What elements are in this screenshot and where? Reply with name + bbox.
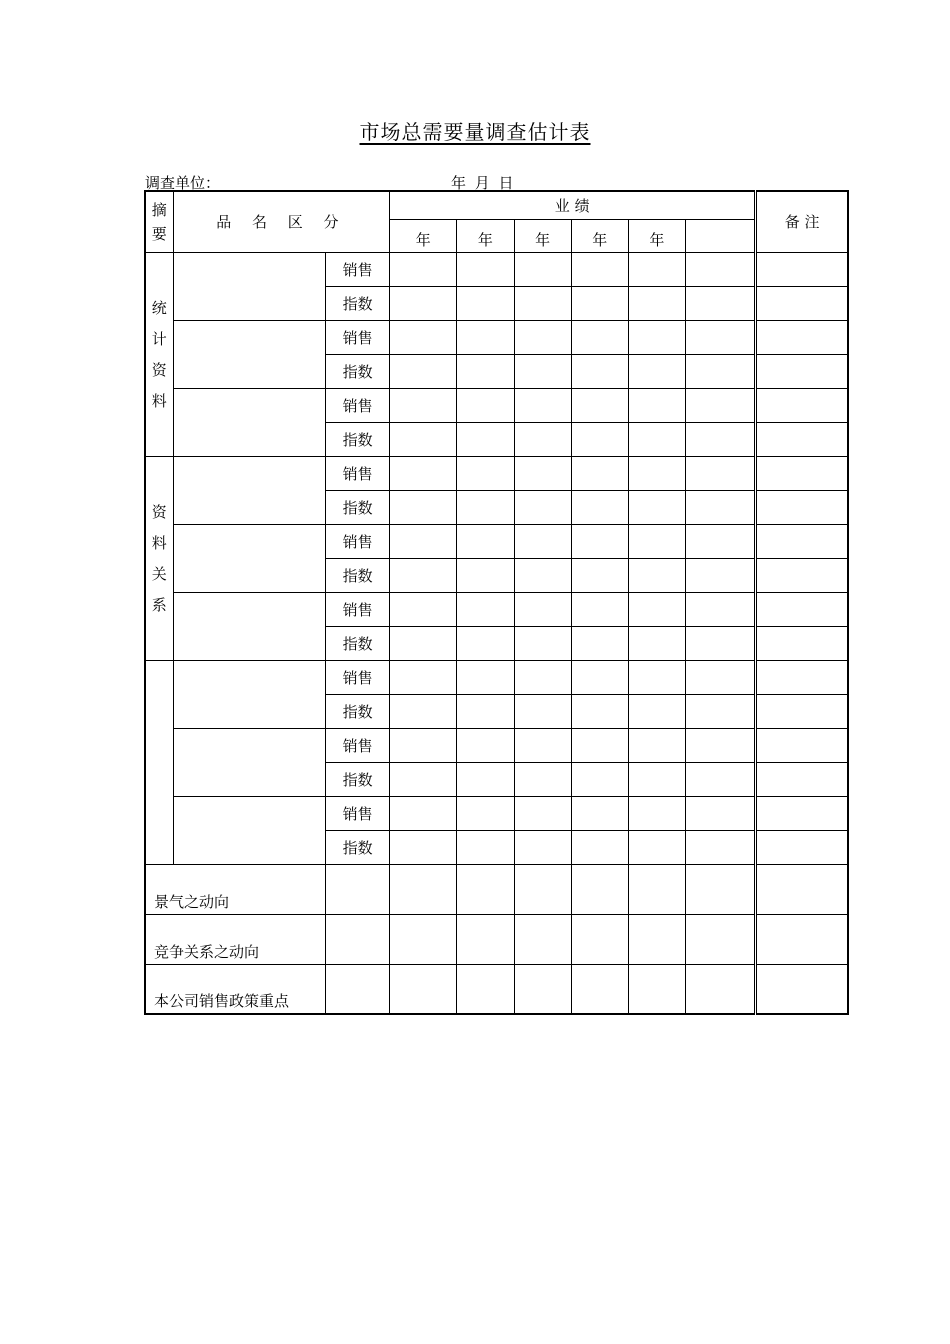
data-cell [571, 286, 628, 320]
data-cell [514, 660, 571, 694]
product-name-cell [173, 524, 325, 592]
data-cell [457, 286, 514, 320]
data-cell [514, 354, 571, 388]
data-cell [457, 252, 514, 286]
table-row [145, 728, 848, 762]
remarks-cell [756, 694, 848, 728]
product-name-cell [173, 388, 325, 456]
group-char: 资 [151, 503, 167, 521]
data-cell [628, 694, 685, 728]
data-cell [628, 796, 685, 830]
data-cell [390, 796, 457, 830]
data-cell [390, 252, 457, 286]
data-cell [628, 660, 685, 694]
data-cell [628, 286, 685, 320]
remarks-cell [756, 592, 848, 626]
data-cell [685, 592, 755, 626]
group-label-cell [145, 660, 173, 864]
table-row [145, 592, 848, 626]
remarks-cell [756, 354, 848, 388]
data-cell [571, 252, 628, 286]
page-title: 市场总需要量调查估计表 [359, 120, 591, 144]
product-name-cell [173, 728, 325, 796]
data-cell [628, 762, 685, 796]
data-cell [628, 490, 685, 524]
summary-row [145, 964, 848, 1014]
remarks-cell [756, 252, 848, 286]
data-cell [685, 626, 755, 660]
group-char: 系 [151, 596, 167, 614]
data-cell [457, 964, 514, 1014]
data-cell [571, 388, 628, 422]
remarks-cell [756, 830, 848, 864]
data-cell [571, 422, 628, 456]
data-cell [685, 388, 755, 422]
data-cell [571, 626, 628, 660]
data-cell [571, 524, 628, 558]
year-header: 年 [457, 219, 514, 252]
remarks-cell [756, 728, 848, 762]
data-cell [514, 626, 571, 660]
sales-label: 销售 [326, 728, 390, 762]
data-cell [390, 354, 457, 388]
remarks-cell [756, 796, 848, 830]
table-row [145, 660, 848, 694]
data-cell [514, 864, 571, 914]
date-label: 年 月 日 [451, 174, 514, 192]
group-char: 料 [151, 534, 167, 552]
data-cell [390, 456, 457, 490]
remarks-cell [756, 626, 848, 660]
data-cell [514, 422, 571, 456]
data-cell [685, 762, 755, 796]
data-cell [571, 830, 628, 864]
product-name-cell [173, 796, 325, 864]
data-cell [685, 660, 755, 694]
product-name-cell [173, 592, 325, 660]
data-cell [628, 914, 685, 964]
data-cell [514, 830, 571, 864]
group-char: 关 [151, 565, 167, 583]
remarks-cell [756, 320, 848, 354]
data-cell [685, 456, 755, 490]
remarks-cell [756, 286, 848, 320]
data-cell [390, 320, 457, 354]
data-cell [457, 388, 514, 422]
year-header: 年 [390, 219, 457, 252]
sales-label: 销售 [326, 456, 390, 490]
table-row [145, 796, 848, 830]
sales-label: 销售 [326, 524, 390, 558]
data-cell [390, 864, 457, 914]
remarks-cell [756, 864, 848, 914]
sales-label: 销售 [326, 388, 390, 422]
summary-char: 要 [151, 224, 167, 243]
year-header [685, 219, 755, 252]
data-cell [326, 864, 390, 914]
data-cell [390, 422, 457, 456]
data-cell [685, 830, 755, 864]
group-char: 计 [151, 330, 167, 348]
data-cell [514, 558, 571, 592]
summary-row [145, 914, 848, 964]
data-cell [457, 354, 514, 388]
data-cell [390, 964, 457, 1014]
data-cell [390, 626, 457, 660]
data-cell [685, 864, 755, 914]
table-row [145, 388, 848, 422]
product-name-cell [173, 320, 325, 388]
remarks-cell [756, 762, 848, 796]
summary-header [145, 191, 173, 252]
index-label: 指数 [326, 354, 390, 388]
sales-label: 销售 [326, 660, 390, 694]
data-cell [571, 456, 628, 490]
group-label-cell [145, 252, 173, 456]
data-cell [390, 694, 457, 728]
data-cell [571, 354, 628, 388]
data-cell [514, 728, 571, 762]
data-cell [514, 524, 571, 558]
group-label-cell [145, 456, 173, 660]
remarks-cell [756, 660, 848, 694]
data-cell [390, 762, 457, 796]
data-cell [457, 830, 514, 864]
remarks-cell [756, 388, 848, 422]
data-cell [628, 830, 685, 864]
index-label: 指数 [326, 286, 390, 320]
data-cell [390, 286, 457, 320]
data-cell [457, 864, 514, 914]
summary-row-label: 景气之动向 [145, 864, 326, 914]
summary-row [145, 864, 848, 914]
data-cell [457, 626, 514, 660]
data-cell [457, 320, 514, 354]
data-cell [685, 422, 755, 456]
summary-char: 摘 [151, 200, 167, 219]
data-cell [571, 660, 628, 694]
sales-label: 销售 [326, 320, 390, 354]
data-cell [457, 456, 514, 490]
data-cell [514, 694, 571, 728]
data-cell [326, 914, 390, 964]
data-cell [571, 490, 628, 524]
data-cell [514, 964, 571, 1014]
data-cell [628, 252, 685, 286]
data-cell [514, 286, 571, 320]
sales-label: 销售 [326, 592, 390, 626]
data-cell [571, 558, 628, 592]
data-cell [390, 524, 457, 558]
data-cell [457, 524, 514, 558]
data-cell [457, 558, 514, 592]
data-cell [571, 762, 628, 796]
data-cell [628, 388, 685, 422]
data-cell [457, 796, 514, 830]
survey-unit-label: 调查单位： [145, 174, 221, 192]
data-cell [628, 964, 685, 1014]
data-cell [628, 626, 685, 660]
data-cell [685, 558, 755, 592]
data-cell [571, 796, 628, 830]
data-cell [628, 524, 685, 558]
data-cell [457, 660, 514, 694]
data-cell [571, 864, 628, 914]
table-row [145, 320, 848, 354]
data-cell [514, 762, 571, 796]
remarks-cell [756, 422, 848, 456]
data-cell [390, 558, 457, 592]
data-cell [571, 592, 628, 626]
data-cell [457, 914, 514, 964]
index-label: 指数 [326, 694, 390, 728]
data-cell [514, 796, 571, 830]
data-cell [514, 456, 571, 490]
table-row [145, 456, 848, 490]
data-cell [457, 728, 514, 762]
data-cell [514, 592, 571, 626]
remarks-cell [756, 524, 848, 558]
year-header: 年 [514, 219, 571, 252]
data-cell [514, 320, 571, 354]
index-label: 指数 [326, 626, 390, 660]
data-cell [390, 660, 457, 694]
summary-row-label: 本公司销售政策重点 [145, 964, 326, 1014]
data-cell [571, 728, 628, 762]
data-cell [514, 252, 571, 286]
remarks-cell [756, 456, 848, 490]
group-char: 资 [151, 361, 167, 379]
data-cell [628, 558, 685, 592]
year-header: 年 [571, 219, 628, 252]
data-cell [390, 914, 457, 964]
table-row [145, 524, 848, 558]
sales-label: 销售 [326, 252, 390, 286]
index-label: 指数 [326, 490, 390, 524]
data-cell [685, 914, 755, 964]
product-name-cell [173, 660, 325, 728]
data-cell [390, 830, 457, 864]
data-cell [514, 490, 571, 524]
data-cell [628, 422, 685, 456]
index-label: 指数 [326, 558, 390, 592]
table-row [145, 252, 848, 286]
data-cell [685, 354, 755, 388]
remarks-cell [756, 914, 848, 964]
data-cell [571, 964, 628, 1014]
data-cell [685, 796, 755, 830]
data-cell [628, 320, 685, 354]
data-cell [457, 762, 514, 796]
index-label: 指数 [326, 422, 390, 456]
data-cell [571, 694, 628, 728]
data-cell [685, 964, 755, 1014]
data-cell [685, 320, 755, 354]
data-cell [685, 252, 755, 286]
remarks-cell [756, 964, 848, 1014]
sales-label: 销售 [326, 796, 390, 830]
data-cell [628, 592, 685, 626]
data-cell [390, 388, 457, 422]
year-header: 年 [628, 219, 685, 252]
data-cell [457, 592, 514, 626]
data-cell [628, 456, 685, 490]
summary-row-label: 竞争关系之动向 [145, 914, 326, 964]
data-cell [390, 490, 457, 524]
data-cell [457, 490, 514, 524]
group-char: 统 [151, 299, 167, 317]
product-name-cell [173, 252, 325, 320]
remarks-header: 备 注 [756, 191, 848, 252]
data-cell [571, 320, 628, 354]
index-label: 指数 [326, 762, 390, 796]
data-cell [514, 914, 571, 964]
data-cell [326, 964, 390, 1014]
remarks-cell [756, 490, 848, 524]
estimate-table [144, 190, 849, 1015]
group-char: 料 [151, 392, 167, 410]
data-cell [628, 354, 685, 388]
data-cell [685, 286, 755, 320]
remarks-cell [756, 558, 848, 592]
product-header: 品 名 区 分 [173, 191, 390, 252]
index-label: 指数 [326, 830, 390, 864]
data-cell [628, 864, 685, 914]
data-cell [571, 914, 628, 964]
data-cell [685, 524, 755, 558]
performance-header: 业 绩 [390, 191, 756, 219]
data-cell [457, 694, 514, 728]
data-cell [685, 490, 755, 524]
data-cell [457, 422, 514, 456]
data-cell [390, 592, 457, 626]
data-cell [685, 728, 755, 762]
data-cell [514, 388, 571, 422]
data-cell [685, 694, 755, 728]
data-cell [390, 728, 457, 762]
product-name-cell [173, 456, 325, 524]
data-cell [628, 728, 685, 762]
